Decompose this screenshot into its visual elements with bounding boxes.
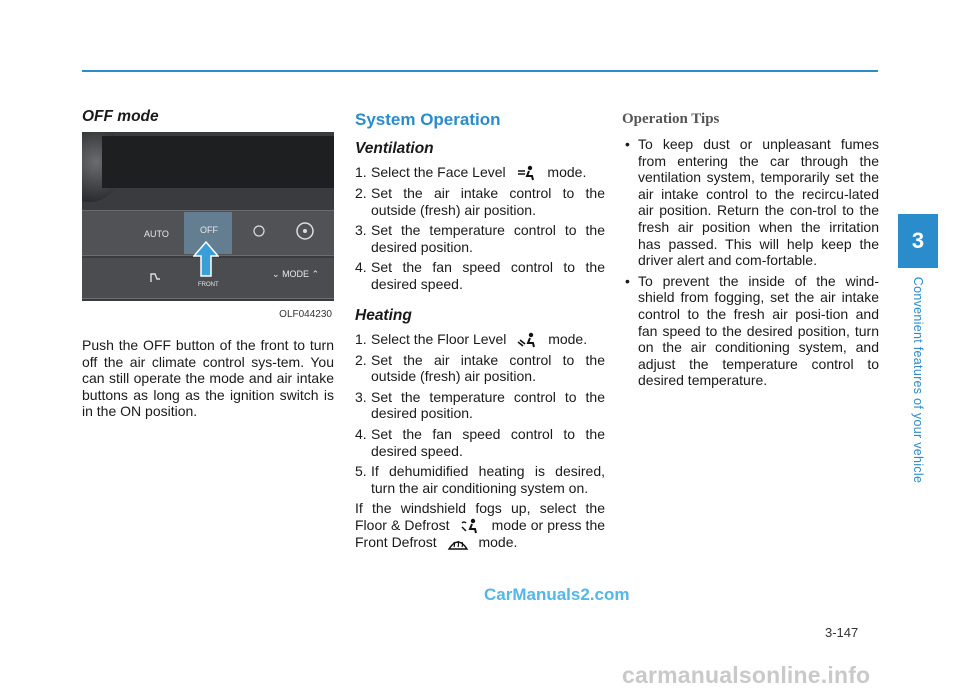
system-operation-heading: System Operation: [355, 110, 501, 129]
list-item: 3. Set the temperature control to the desired position.: [355, 222, 605, 255]
face-level-icon: [516, 165, 538, 181]
mode-button-label: ⌄ MODE ⌃: [272, 269, 320, 279]
operation-tips-list: [622, 136, 879, 389]
list-item: 4. Set the fan speed control to the desired speed.: [355, 259, 605, 292]
list-item: 2. Set the air intake control to the outside (fresh) air position.: [355, 185, 605, 218]
chapter-tab: 3: [898, 214, 938, 268]
floor-level-icon: [516, 332, 538, 348]
fan-low-icon: [252, 224, 266, 238]
off-mode-heading: OFF mode: [82, 108, 159, 125]
list-item: 3. Set the temperature control to the desired position.: [355, 388, 605, 422]
column-operation-tips: [622, 108, 879, 393]
display-screen: [102, 136, 334, 188]
chevron-down-icon: ⌄: [272, 269, 280, 279]
fan-high-icon: [294, 220, 316, 242]
chapter-title: Convenient features of your vehicle: [911, 276, 925, 484]
auto-button-label: AUTO: [144, 229, 169, 239]
list-item: • To prevent the inside of the wind-shield from fogging, set the air intake control to the fresh air posi-tion and fan speed to the desired position, turn on the air conditioning system, and adjust the temperature control to desired temperature.: [625, 272, 879, 389]
ventilation-heading: Ventilation: [355, 140, 434, 157]
list-item: 2. Set the air intake control to the outside (fresh) air position.: [355, 351, 605, 385]
ventilation-steps: [355, 164, 605, 293]
arrow-up-icon: [193, 240, 219, 278]
column-system-operation: [355, 108, 605, 551]
off-button-label: OFF: [200, 225, 218, 235]
top-rule: [82, 70, 878, 72]
photo-caption: OLF044230: [279, 309, 332, 320]
watermark-bottom: carmanualsonline.info: [622, 662, 871, 688]
watermark-link-top[interactable]: CarManuals2.com: [484, 585, 630, 604]
list-item: • To keep dust or unpleasant fumes from entering the car through the ventilation system, temporarily set the air intake control to the recircu-lated air position. Return the con-trol to the fresh air position when the irritation has passed. This will help keep the driver alert and com-fortable.: [625, 136, 879, 269]
chevron-up-icon: ⌃: [311, 269, 320, 279]
defrost-note: If the windshield fogs up, select the Floor & Defrost mode or press the Front Defrost mode.: [355, 500, 606, 550]
heating-heading: Heating: [355, 306, 412, 324]
list-item: 1. Select the Face Level mode.: [355, 164, 587, 180]
photo-caption-area: [82, 301, 334, 327]
list-item: 5. If dehumidified heating is desired, turn the air conditioning system on.: [355, 463, 605, 496]
front-defrost-label: FRONT: [198, 282, 219, 288]
off-mode-body: Push the OFF button of the front to turn off the air climate control sys-tem. You can still operate the mode and air intake buttons as long as the ignition switch is in the ON position.: [82, 337, 334, 420]
heating-steps: [355, 331, 605, 497]
operation-tips-heading: Operation Tips: [622, 111, 720, 127]
page-number: 3-147: [825, 625, 859, 640]
front-defrost-icon: [447, 535, 469, 551]
seat-heat-icon: [148, 270, 162, 284]
column-off-mode: [82, 108, 334, 420]
floor-defrost-icon: [460, 518, 482, 534]
list-item: 4. Set the fan speed control to the desired speed.: [355, 425, 605, 459]
climate-panel-photo: [82, 132, 334, 327]
list-item: 1. Select the Floor Level mode.: [355, 330, 588, 347]
